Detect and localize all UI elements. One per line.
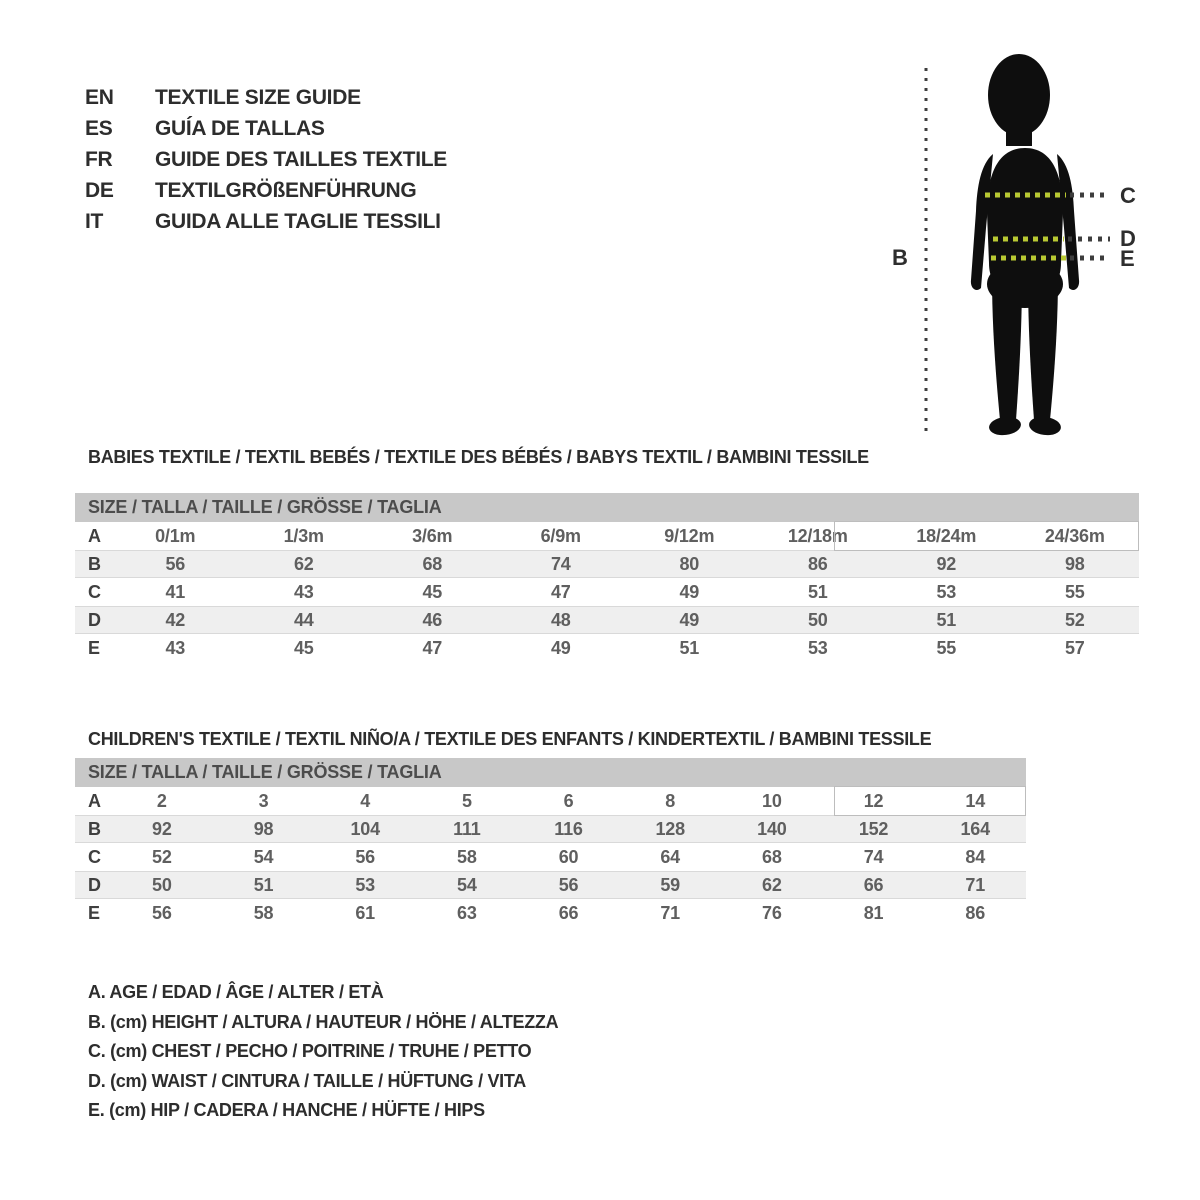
table-cell: 74 xyxy=(550,553,571,574)
table-cell: 51 xyxy=(807,581,828,602)
table-cell: 98 xyxy=(253,818,274,839)
table-cell: 84 xyxy=(965,846,986,867)
waist-label: D xyxy=(1120,226,1136,251)
table-row xyxy=(75,815,1026,843)
legend-line-age: A. AGE / EDAD / ÂGE / ALTER / ETÀ xyxy=(88,982,384,1003)
children-size-highlight-box xyxy=(834,786,1026,816)
row-label: A xyxy=(88,790,101,811)
table-cell: 61 xyxy=(355,902,375,923)
table-cell: 116 xyxy=(554,818,583,839)
table-cell: 86 xyxy=(807,553,828,574)
row-label: C xyxy=(88,581,101,602)
table-cell: 62 xyxy=(293,553,314,574)
table-cell: 49 xyxy=(550,637,571,658)
lang-title: GUIDE DES TAILLES TEXTILE xyxy=(155,147,447,171)
babies-size-highlight-box xyxy=(834,521,1139,551)
babies-size-table xyxy=(75,493,1139,662)
table-cell: 43 xyxy=(165,637,186,658)
table-cell: 0/1m xyxy=(155,525,196,546)
legend-line-waist: D. (cm) WAIST / CINTURA / TAILLE / HÜFTUNG / VITA xyxy=(88,1070,526,1091)
children-size-header-bar: SIZE / TALLA / TAILLE / GRÖSSE / TAGLIA xyxy=(75,758,1026,787)
table-cell: 42 xyxy=(165,609,186,630)
table-cell: 57 xyxy=(1064,637,1085,658)
table-cell: 55 xyxy=(936,637,957,658)
table-cell: 5 xyxy=(461,790,472,811)
children-size-table xyxy=(75,758,1026,927)
height-label: B xyxy=(892,245,908,270)
table-cell: 92 xyxy=(152,818,172,839)
table-cell: 10 xyxy=(762,790,782,811)
children-section-heading: CHILDREN'S TEXTILE / TEXTIL NIÑO/A / TEXTILE DES ENFANTS / KINDERTEXTIL / BAMBINI TESSILE xyxy=(88,729,932,749)
table-cell: 53 xyxy=(807,637,828,658)
table-cell: 54 xyxy=(253,846,274,867)
lang-code: DE xyxy=(85,178,114,202)
lang-row-es xyxy=(85,113,447,144)
row-label: C xyxy=(88,846,101,867)
table-cell: 1/3m xyxy=(283,525,324,546)
table-row xyxy=(75,606,1139,634)
lang-title: GUIDA ALLE TAGLIE TESSILI xyxy=(155,209,441,233)
table-cell: 71 xyxy=(660,902,680,923)
lang-title: TEXTILGRÖßENFÜHRUNG xyxy=(155,178,417,202)
table-cell: 98 xyxy=(1064,553,1085,574)
row-label: D xyxy=(88,609,101,630)
lang-row-de xyxy=(85,175,447,206)
lang-row-en xyxy=(85,82,447,113)
lang-row-it xyxy=(85,206,447,237)
row-label: E xyxy=(88,637,100,658)
table-cell: 54 xyxy=(457,874,477,895)
table-cell: 45 xyxy=(422,581,443,602)
table-cell: 63 xyxy=(457,902,477,923)
table-cell: 164 xyxy=(960,818,990,839)
table-cell: 3/6m xyxy=(412,525,453,546)
table-cell: 9/12m xyxy=(664,525,715,546)
row-label: A xyxy=(88,525,101,546)
lang-code: ES xyxy=(85,116,113,140)
table-cell: 80 xyxy=(679,553,700,574)
babies-size-header-bar: SIZE / TALLA / TAILLE / GRÖSSE / TAGLIA xyxy=(75,493,1139,522)
table-cell: 86 xyxy=(965,902,986,923)
table-cell: 49 xyxy=(679,609,700,630)
table-cell: 12 xyxy=(863,790,884,811)
table-cell: 46 xyxy=(422,609,443,630)
lang-code: IT xyxy=(85,209,104,233)
child-silhouette-figure xyxy=(880,48,1180,448)
table-cell: 56 xyxy=(165,553,186,574)
table-cell: 2 xyxy=(156,790,167,811)
table-cell: 104 xyxy=(350,818,380,839)
chest-label: C xyxy=(1120,183,1136,208)
table-cell: 71 xyxy=(965,874,986,895)
lang-row-fr xyxy=(85,144,447,175)
lang-code: EN xyxy=(85,85,114,109)
table-cell: 152 xyxy=(858,818,889,839)
table-cell: 6 xyxy=(563,790,574,811)
table-cell: 74 xyxy=(863,846,884,867)
table-cell: 58 xyxy=(253,902,274,923)
table-cell: 58 xyxy=(457,846,477,867)
table-cell: 24/36m xyxy=(1044,525,1105,546)
table-cell: 66 xyxy=(863,874,884,895)
table-row xyxy=(75,871,1026,899)
table-cell: 41 xyxy=(165,581,186,602)
table-cell: 55 xyxy=(1064,581,1085,602)
table-cell: 12/18m xyxy=(787,525,848,546)
table-cell: 56 xyxy=(355,846,375,867)
legend-line-hip: E. (cm) HIP / CADERA / HANCHE / HÜFTE / HIPS xyxy=(88,1100,485,1121)
table-cell: 56 xyxy=(152,902,172,923)
table-cell: 81 xyxy=(863,902,884,923)
table-cell: 51 xyxy=(936,609,957,630)
language-title-list xyxy=(85,82,447,237)
table-cell: 18/24m xyxy=(916,525,977,546)
table-cell: 56 xyxy=(558,874,579,895)
table-cell: 43 xyxy=(293,581,314,602)
table-cell: 76 xyxy=(762,902,782,923)
table-cell: 52 xyxy=(1064,609,1085,630)
table-row xyxy=(75,550,1139,578)
table-cell: 48 xyxy=(550,609,571,630)
table-cell: 51 xyxy=(253,874,274,895)
silhouette-body xyxy=(971,54,1079,437)
table-cell: 44 xyxy=(293,609,314,630)
table-cell: 47 xyxy=(550,581,571,602)
lang-title: TEXTILE SIZE GUIDE xyxy=(155,85,361,109)
row-label: B xyxy=(88,553,101,574)
babies-section-heading: BABIES TEXTILE / TEXTIL BEBÉS / TEXTILE DES BÉBÉS / BABYS TEXTIL / BAMBINI TESSILE xyxy=(88,447,869,467)
table-cell: 3 xyxy=(258,790,269,811)
table-cell: 59 xyxy=(660,874,680,895)
lang-code: FR xyxy=(85,147,113,171)
table-cell: 49 xyxy=(679,581,700,602)
lang-title: GUÍA DE TALLAS xyxy=(155,116,325,140)
table-cell: 6/9m xyxy=(540,525,581,546)
table-cell: 53 xyxy=(355,874,375,895)
legend-line-chest: C. (cm) CHEST / PECHO / POITRINE / TRUHE / PETTO xyxy=(88,1041,532,1062)
table-cell: 128 xyxy=(655,818,685,839)
measurement-legend xyxy=(88,978,558,1126)
table-cell: 62 xyxy=(762,874,782,895)
legend-line-height: B. (cm) HEIGHT / ALTURA / HAUTEUR / HÖHE / ALTEZZA xyxy=(88,1011,559,1032)
row-label: D xyxy=(88,874,101,895)
table-cell: 45 xyxy=(293,637,314,658)
row-label: B xyxy=(88,818,101,839)
table-cell: 140 xyxy=(757,818,787,839)
table-row xyxy=(75,634,1139,662)
row-label: E xyxy=(88,902,100,923)
table-cell: 66 xyxy=(558,902,579,923)
table-cell: 51 xyxy=(679,637,700,658)
table-cell: 47 xyxy=(422,637,443,658)
table-cell: 50 xyxy=(152,874,172,895)
table-row xyxy=(75,899,1026,927)
table-cell: 4 xyxy=(360,790,371,811)
table-cell: 8 xyxy=(665,790,676,811)
table-cell: 92 xyxy=(936,553,957,574)
table-cell: 53 xyxy=(936,581,957,602)
table-cell: 111 xyxy=(453,818,481,839)
hip-label: E xyxy=(1120,246,1135,271)
table-cell: 14 xyxy=(965,790,986,811)
table-cell: 52 xyxy=(152,846,172,867)
table-row xyxy=(75,843,1026,871)
table-row xyxy=(75,578,1139,606)
table-cell: 50 xyxy=(807,609,828,630)
table-cell: 64 xyxy=(660,846,680,867)
table-cell: 68 xyxy=(762,846,782,867)
table-cell: 60 xyxy=(558,846,579,867)
table-cell: 68 xyxy=(422,553,443,574)
